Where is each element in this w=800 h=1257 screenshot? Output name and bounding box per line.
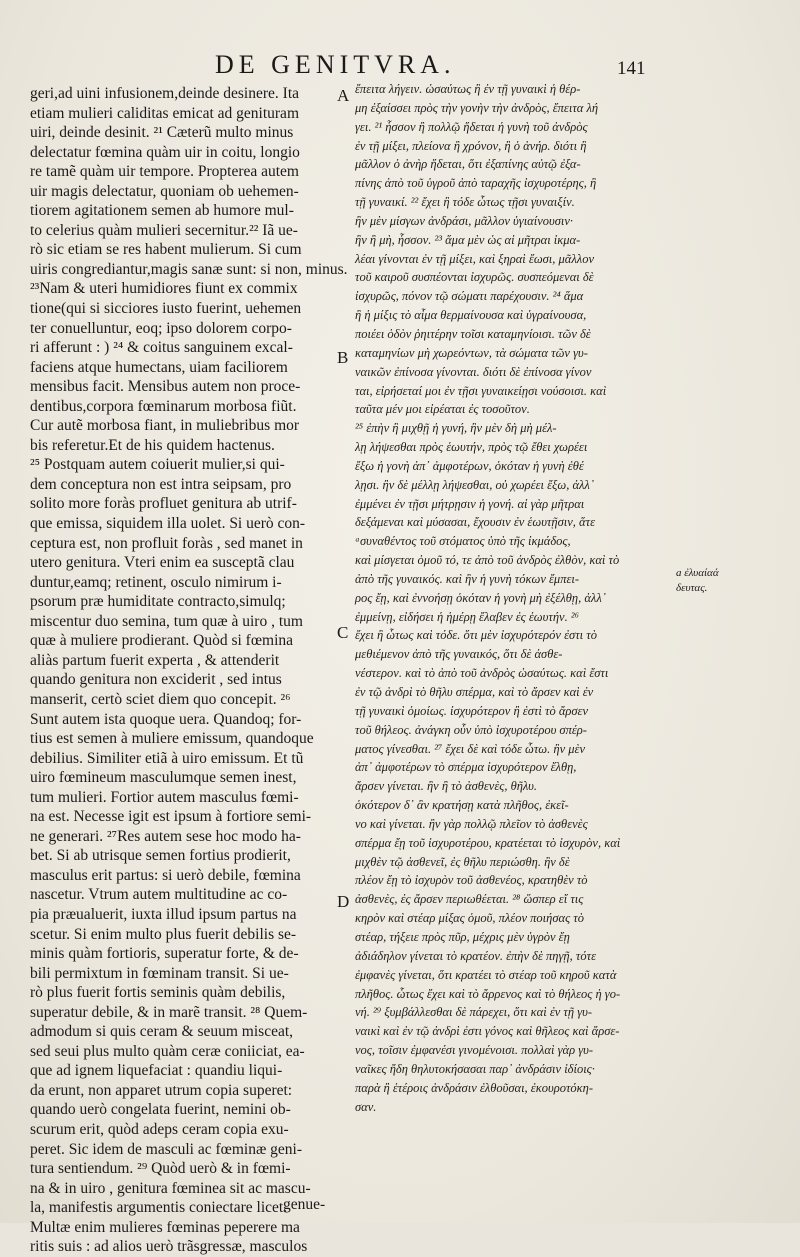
greek-text-line: ²⁵ ἐπὴν ἢ μιχθῇ ἡ γυνή, ἢν μὲν δὴ μὴ μέλ- [355, 421, 557, 436]
greek-text-line: ταῦτα μέν μοι εἰρέαται ἐς τοσοῦτον. [355, 402, 530, 417]
latin-text-line: superatur debile, & in marẽ transit. ²⁸ Quem- [30, 1003, 308, 1021]
greek-text-line: σαν. [355, 1099, 377, 1114]
catchword: genue- [283, 1196, 326, 1213]
latin-text-line: ter conuelluntur, eoq; ipso dolorem corpo- [30, 319, 292, 337]
marginal-note-line: a ἐλυαίαά [676, 567, 719, 579]
greek-text-line: μεθιέμενον ἀπὸ τῆς γυναικός, ὅτι δὲ ἀσθε- [355, 647, 563, 662]
greek-text-line: ἢν μὲν μίσγων ἀνδράσι, μᾶλλον ὑγιαίνουσιν· [355, 213, 574, 228]
greek-text-column [355, 80, 667, 1116]
latin-text-line: Multæ enim mulieres fœminas peperere ma [30, 1218, 300, 1236]
marginal-note [676, 566, 766, 596]
greek-text-line: ἐμμείνῃ, εἰδήσει ἡ ἡμέρῃ ἔλαβεν ἐς ἑωυτήν. ²⁶ [355, 609, 579, 624]
greek-text-line: τῇ γυναικί. ²² ἔχει ἢ τόδε ὧτως τῇσι γυναιξίν. [355, 195, 575, 210]
latin-text-line: ²³Nam & uteri humidiores fiunt ex commix [30, 280, 298, 298]
latin-text-line: delectatur fœmina quàm uir in coitu, longio [30, 143, 300, 161]
greek-text-line: καταμηνίων μὴ χωρεόντων, τὰ σώματα τῶν γυ- [355, 345, 588, 360]
greek-text-line: γει. ²¹ ἧσσον ἢ πολλῷ ἥδεται ἡ γυνὴ τοῦ ἀνδρὸς [355, 119, 588, 134]
greek-text-line: πλέον ἔῃ τὸ ἰσχυρὸν τοῦ ἀσθενέος, κρατηθὲν τὸ [355, 873, 588, 888]
latin-text-line: ceptura est, non profluit foràs , sed manet in [30, 534, 303, 552]
greek-text-line: λῃσι. ἢν δὲ μέλλῃ λήψεσθαι, οὐ χωρέει ἔξω, ἀλλ᾽ [355, 477, 595, 492]
latin-text-line: tum mulieri. Fortior autem masculus fœmi- [30, 788, 299, 806]
latin-text-line: to celerius quàm mulieri secernitur.²² Iã ue- [30, 221, 298, 239]
latin-text-line: masculus erit partus: si uerò debile, fœmina [30, 866, 301, 884]
latin-text-line: ritis suis : ad alios uerò trãsgressæ, masculos [30, 1238, 308, 1256]
latin-text-line: solito more foràs profluet genitura ab utrif- [30, 495, 297, 513]
latin-text-line: peret. Sic idem de masculi ac fœminæ geni- [30, 1140, 303, 1158]
latin-text-line: miscentur duo semina, tum quæ à uiro , tum [30, 612, 303, 630]
latin-text-line: faciens atque humectans, uiam faciliorem [30, 358, 288, 376]
greek-text-line: δεξάμεναι καὶ μύσασαι, ἔχουσιν ἐν ἑωυτῇσιν, ἅτε [355, 515, 595, 530]
latin-text-line: utero genitura. Vteri enim ea susceptã clau [30, 554, 295, 572]
margin-letter-c: C [337, 623, 349, 642]
latin-text-line: ne generari. ²⁷Res autem sese hoc modo ha- [30, 827, 301, 845]
margin-letter-d: D [337, 892, 350, 911]
latin-text-line: debilius. Similiter etiã à uiro emissum. Et tũ [30, 749, 304, 767]
latin-text-line: aliàs partum fuerit experta , & attenderit [30, 651, 280, 669]
latin-text-line: quando uerò congelata fuerint, nemini ob- [30, 1101, 291, 1119]
latin-text-line: uir magis delectatur, quoniam ob uehemen- [30, 182, 299, 200]
greek-text-line: ἀσθενὲς, ἐς ἄρσεν περιωθέεται. ²⁸ ὥσπερ εἴ τις [355, 892, 584, 907]
greek-text-line: ἢ ἡ μίξις τὸ αἷμα θερμαίνουσα καὶ ὑγραίνουσα, [355, 308, 587, 323]
latin-text-line: la, manifestis argumentis coniectare licet. [30, 1199, 288, 1217]
greek-text-line: μᾶλλον ὁ ἀνὴρ ἥδεται, ὅτι ἐξαπίνης αὐτῷ ἐξα- [355, 157, 581, 172]
greek-text-line: τοῦ καιροῦ συσπέονται ἰσχυρῶς. συσπεόμεναι δὲ [355, 270, 594, 285]
greek-text-line: ἐν τῷ ἀνδρὶ τὸ θῆλυ σπέρμα, καὶ τὸ ἄρσεν καὶ ἐν [355, 685, 594, 699]
page-title: DE GENITVRA. [215, 50, 456, 79]
greek-text-line: ναικὶ καὶ ἐν τῷ ἀνδρὶ ἐστι γόνος καὶ θῆλεος καὶ ἄρσε- [355, 1024, 620, 1039]
latin-text-line: ri afferunt : ) ²⁴ & coitus sanguinem excal- [30, 339, 293, 357]
latin-text-line: Sunt autem ista quoque uera. Quandoq; for- [30, 710, 302, 728]
greek-text-line: λέαι γίνονται ἐν τῇ μίξει, καὶ ξηραὶ ἔωσι, μᾶλλον [355, 251, 594, 266]
latin-text-line: tius est semen à muliere emissum, quandoque [30, 730, 314, 748]
greek-text-line: ἀπ᾽ ἀμφοτέρων τὸ σπέρμα ἰσχυρότερον ἔλθῃ, [355, 760, 577, 775]
latin-text-line: uiro fœmineum masculumque semen inest, [30, 769, 297, 787]
greek-text-line: ται, εἰρήσεταί μοι ἐν τῇσι γυναικείῃσι νούσοισι. καὶ [355, 383, 607, 398]
latin-text-line: na est. Necesse igit est ipsum à fortiore semi- [30, 808, 312, 826]
greek-text-line: τῇ γυναικὶ ὁμοίως. ἰσχυρότερον ἢ ἐστὶ τὸ ἄρσεν [355, 703, 589, 718]
greek-text-line: ἀδιάδηλον γίνεται τὸ κρατέον. ἐπὴν δὲ πηγῇ, τότε [355, 948, 597, 963]
latin-text-line: da erunt, non apparet utrum copia superet: [30, 1081, 293, 1099]
latin-text-line: admodum si quis ceram & seuum misceat, [30, 1023, 294, 1041]
latin-text-line: que emissa, siquidem illa uolet. Si uerò con- [30, 515, 306, 533]
greek-text-line: πλῆθος. ὧτως ἔχει καὶ τὸ ἄρρενος καὶ τὸ θήλεος ἡ γο- [355, 986, 621, 1001]
latin-text-line: uiri, deinde desinit. ²¹ Cæterũ multo minus [30, 124, 294, 142]
page-number: 141 [617, 58, 646, 79]
greek-text-line: κηρὸν καὶ στέαρ μίξας ὁμοῦ, πλέον ποιήσας τὸ [355, 911, 584, 926]
latin-text-line: etiam mulieri caliditas emicat ad genituram [30, 104, 299, 122]
latin-text-line: duntur,eamq; retinent, osculo nimirum i- [30, 573, 282, 591]
greek-text-line: ἔπειτα λήγειν. ὡσαύτως ἢ ἐν τῇ γυναικὶ ἡ θέρ- [355, 82, 581, 96]
latin-text-line: sed seui plus multo quàm ceræ coniiciat, ea- [30, 1042, 305, 1060]
latin-text-line: minis quàm fortioris, superatur forte, & de- [30, 945, 299, 963]
latin-text-line: dentibus,corpora fœminarum morbosa fiũt. [30, 397, 297, 415]
marginal-note-line: δευτας. [676, 582, 708, 594]
greek-text-line: ἐμμένει ἐν τῇσι μήτρῃσιν ἡ γονή. αἱ γὰρ μῆτραι [355, 496, 585, 511]
latin-text-line: tura sentiendum. ²⁹ Quòd uerò & in fœmi- [30, 1160, 291, 1178]
latin-text-line: manserit, certò sciet diem quo concepit. ²⁶ [30, 690, 291, 708]
greek-text-line: ἐν τῇ μίξει, πλείονα ἢ χρόνον, ἢ ὁ ἀνήρ. διότι ἢ [355, 138, 587, 153]
latin-text-line: rò plus fuerit fortis seminis quàm debilis, [30, 984, 286, 1002]
greek-text-line: ποιέει ὁδὸν ῥηιτέρην τοῖσι καταμηνίοισι. τῶν δὲ [355, 326, 591, 341]
greek-text-line: νέστερον. καὶ τὸ ἀπὸ τοῦ ἀνδρὸς ὡσαύτως. καὶ ἔστι [355, 666, 609, 681]
latin-text-line: geri,ad uini infusionem,deinde desinere. Ita [30, 85, 300, 102]
latin-text-line: mensibus facit. Mensibus autem non proce- [30, 378, 301, 396]
greek-text-line: στέαρ, τήξειε πρὸς πῦρ, μέχρις μὲν ὑγρὸν ἔῃ [355, 929, 570, 944]
greek-text-line: ἔξω ἡ γονὴ ἀπ᾽ ἀμφοτέρων, ὁκόταν ἡ γυνὴ ἐθέ [355, 458, 584, 473]
greek-text-line: μιχθὲν τῷ ἀσθενεῖ, ἐς θῆλυ περιώσθη. ἢν δὲ [355, 854, 570, 869]
latin-text-line: quæ à muliere prodierant. Quòd si fœmina [30, 632, 294, 650]
greek-text-line: λῃ λήψεσθαι πρὸς ἑωυτήν, πρὸς τῷ ἔθει χωρέει [355, 440, 588, 455]
greek-text-line: ὁκότερον δ᾽ ἂν κρατήσῃ κατὰ πλῆθος, ἐκεῖ- [355, 798, 569, 813]
latin-text-line: que ad ignem liquefaciat : quandiu liqui- [30, 1062, 283, 1080]
latin-text-line: ²⁵ Postquam autem coiuerit mulier,si qui- [30, 456, 285, 474]
greek-text-line: ματος γίνεσθαι. ²⁷ ἔχει δὲ καὶ τόδε ὧτω. ἢν μὲν [355, 741, 585, 756]
greek-text-line: ἀπὸ τῆς γυναικός. καὶ ἢν ἡ γυνὴ τόκων ἔμπει- [355, 571, 580, 586]
margin-letter-b: B [337, 348, 349, 367]
latin-text-line: bis referetur.Et de his quidem hactenus. [30, 436, 275, 454]
greek-text-line: ἰσχυρῶς, πόνον τῷ σώματι παρέχουσιν. ²⁴ ἅμα [355, 289, 584, 304]
latin-text-line: bili permixtum in fœminam transit. Si ue- [30, 964, 289, 982]
greek-text-line: καὶ μίσγεται ὁμοῦ τό, τε ἀπὸ τοῦ ἀνδρὸς ἐλθὸν, καὶ τὸ [355, 553, 620, 568]
latin-text-line: nascetur. Vtrum autem multitudine ac co- [30, 886, 288, 904]
greek-text-line: ναικῶν ἐπίνοσα γίνονται. διότι δὲ ἐπίνοσα γίνον [355, 364, 592, 379]
greek-text-line: πίνης ἀπὸ τοῦ ὑγροῦ ἀπὸ ταραχῆς ἰσχυροτέρης, ἢ [355, 176, 597, 191]
latin-text-line: rò sic etiam se res habent mulierum. Si cum [30, 241, 302, 259]
latin-text-line: psorum præ humiditate contracto,simulq; [30, 593, 286, 611]
latin-text-line: uiris congrediantur,magis sanæ sunt: si non, minus. [30, 260, 348, 278]
greek-text-line: νή. ²⁹ ξυμβάλλεσθαι δὲ πάρεχει, ὅτι καὶ ἐν τῇ γυ- [355, 1005, 593, 1020]
greek-text-line: σπέρμα ἔῃ τοῦ ἰσχυροτέρου, κρατέεται τὸ ἰσχυρὸν, καὶ [355, 835, 621, 850]
greek-text-line: νο καὶ γίνεται. ἢν γὰρ πολλῷ πλεῖον τὸ ἀσθενὲς [355, 816, 588, 831]
latin-text-line: quando genitura non exciderit , sed intus [30, 671, 282, 689]
greek-text-line: παρὰ ἢ ἑτέροις ἀνδράσιν ἐλθοῦσαι, ἐκουροτόκη- [355, 1080, 594, 1095]
greek-text-line: νος, τοῖσιν ἐμφανέσι γινομένοισι. πολλαὶ γὰρ γυ- [355, 1043, 594, 1058]
margin-letter-a: A [337, 86, 350, 105]
latin-text-line: bet. Si ab utrisque semen fortius prodierit, [30, 847, 291, 865]
greek-text-line: ἔχει ἢ ὧτως καὶ τόδε. ὅτι μὲν ἰσχυρότερόν ἐστι τὸ [355, 628, 597, 643]
greek-text-line: τοῦ θήλεος. ἀνάγκη οὖν ὑπὸ ἰσχυροτέρου σπέρ- [355, 722, 587, 737]
greek-text-line: ἄρσεν γίνεται. ἢν ἢ τὸ ἀσθενὲς, θῆλυ. [355, 779, 537, 794]
latin-text-line: tiorem agitationem semen ab humore mul- [30, 202, 294, 220]
latin-text-line: re tamẽ quàm uir tempore. Propterea autem [30, 163, 299, 181]
latin-text-column [30, 84, 348, 1257]
greek-text-line: ἢν ἢ μὴ, ἧσσον. ²³ ἅμα μὲν ὡς αἱ μῆτραι ἰκμα- [355, 232, 581, 247]
greek-text-line: ναῖκες ἤδη θηλυτοκήσασαι παρ᾽ ἀνδράσιν ἰδίοις· [355, 1061, 595, 1076]
latin-text-line: tione(qui si sicciores iusto fuerint, uehemen [30, 300, 302, 318]
latin-text-line: na & in uiro , genitura fœminea sit ac mascu- [30, 1179, 311, 1197]
greek-text-line: μη ἐξαίσσει πρὸς τὴν γονὴν τὴν ἀνδρὸς, ἔπειτα λή [355, 100, 599, 115]
latin-text-line: dem conceptura non est intra seipsam, pro [30, 475, 292, 493]
latin-text-line: Cur autẽ morbosa fiant, in muliebribus mor [30, 417, 300, 435]
greek-text-line: ᵃσυναθέντος τοῦ στόματος ὑπὸ τῆς ἰκμάδος, [355, 534, 571, 549]
greek-text-line: ρος ἔῃ, καὶ ἐννοήσῃ ὁκόταν ἡ γονὴ μὴ ἐξέλθῃ, ἀλλ᾽ [355, 590, 606, 605]
latin-text-line: scurum erit, quòd adeps ceram copia exu- [30, 1120, 289, 1138]
latin-text-line: pia præualuerit, iuxta illud ipsum partus na [30, 905, 297, 923]
latin-text-line: scetur. Si enim multo plus fuerit debilis se- [30, 925, 297, 943]
greek-text-line: ἐμφανὲς γίνεται, ὅτι κρατέει τὸ στέαρ τοῦ κηροῦ κατὰ [355, 967, 617, 982]
